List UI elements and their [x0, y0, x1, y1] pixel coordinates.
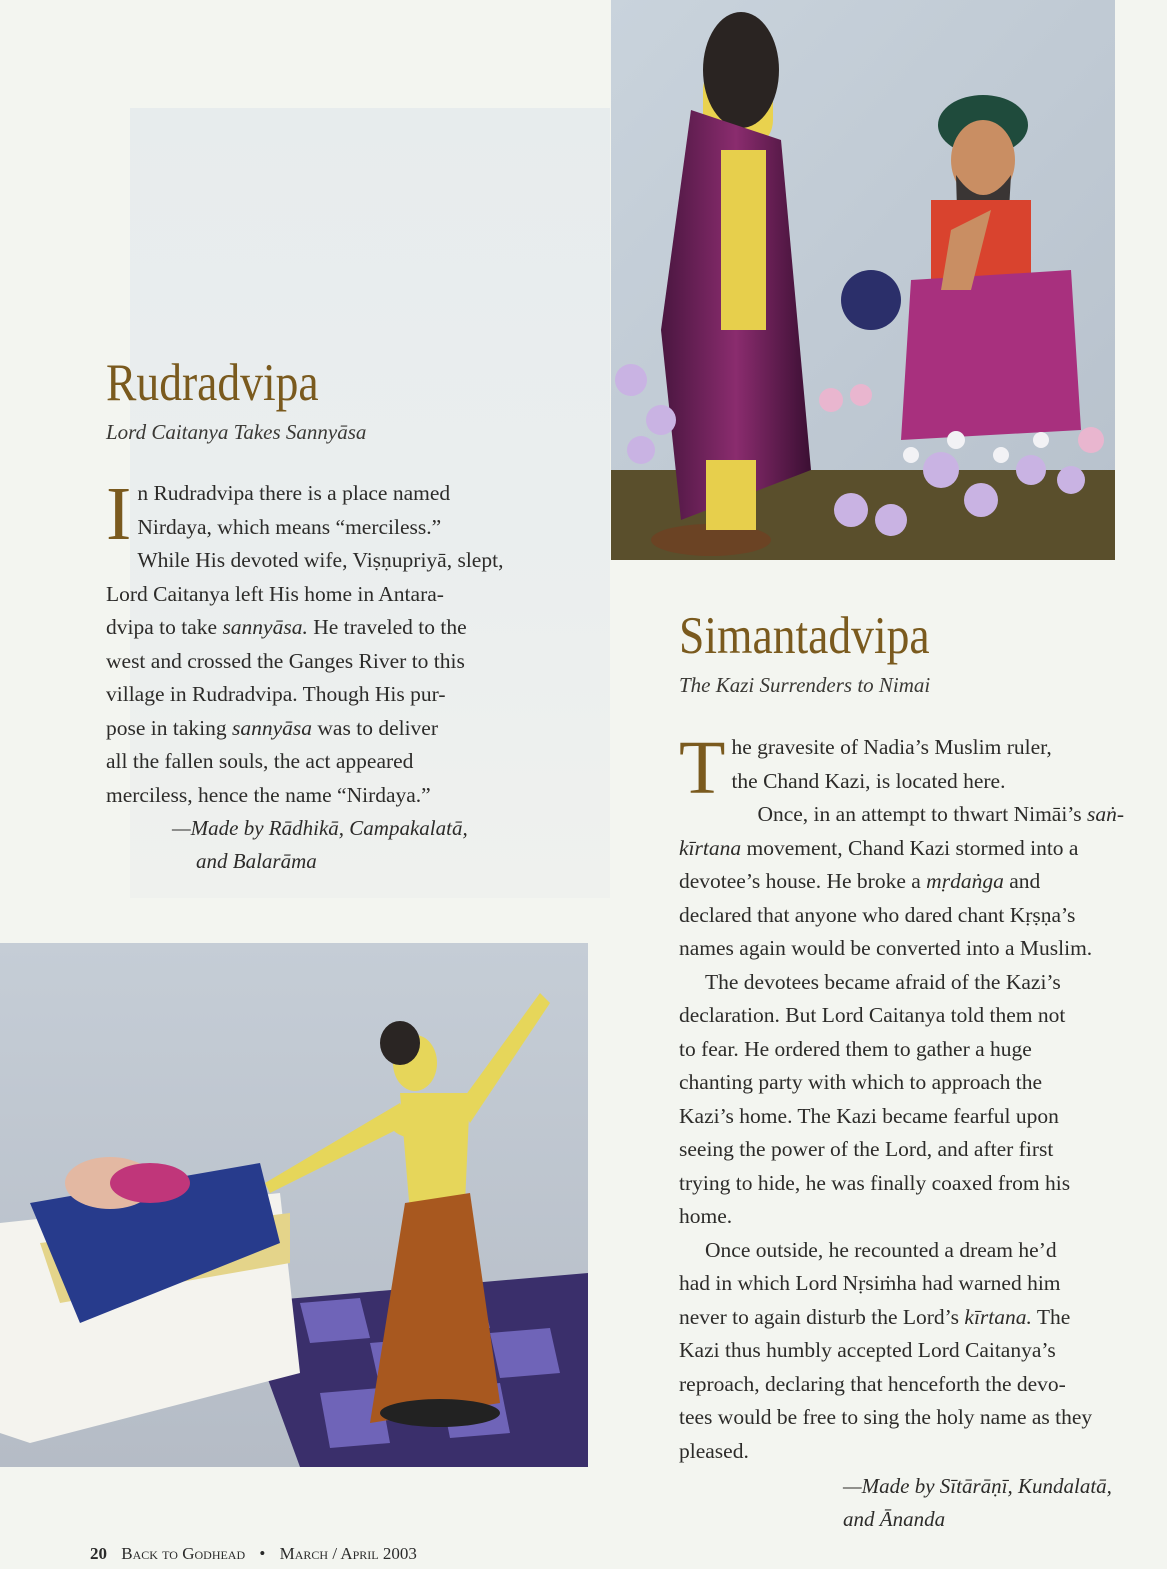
- text-line: movement, Chand Kazi stormed into a: [746, 835, 1079, 860]
- text-line: Once outside, he recounted a dream he’d: [705, 1237, 1057, 1262]
- credit-line: and Ānanda: [843, 1507, 946, 1531]
- term-italic: mṛdaṅga: [926, 869, 1004, 893]
- body-simantadvipa: [679, 726, 1159, 1468]
- photo-kazi-surrenders: [611, 0, 1115, 560]
- credit-simantadvipa: [843, 1470, 1112, 1536]
- text-line: declared that anyone who dared chant Kṛṣṇa’s: [679, 902, 1076, 927]
- term-italic: kīrtana: [679, 835, 742, 860]
- page-number: 20: [90, 1544, 107, 1563]
- term-italic: kīrtana.: [964, 1304, 1032, 1329]
- text-line: devotee’s house. He broke a: [679, 869, 921, 893]
- text-line: n Rudradvipa there is a place named: [137, 481, 451, 505]
- text-line: Nirdaya, which means “merciless.”: [137, 514, 442, 539]
- photo-caitanya-leaves-home: [0, 943, 588, 1467]
- dropcap-t: T: [679, 726, 726, 810]
- term-italic: sannyāsa.: [222, 615, 308, 639]
- text-line: The: [1036, 1304, 1071, 1329]
- text-line: had in which Lord Nṛsiṁha had warned him: [679, 1271, 1061, 1295]
- text-line: reproach, declaring that henceforth the devo-: [679, 1371, 1066, 1396]
- text-line: and: [1009, 869, 1041, 893]
- text-line: names again would be converted into a Muslim.: [679, 936, 1093, 960]
- credit-rudradvipa: [172, 812, 468, 878]
- term-italic: saṅ-: [1087, 802, 1125, 826]
- credit-line: —Made by Sītārāṇī, Kundalatā,: [843, 1474, 1112, 1498]
- text-segment: Once, in an attempt to thwart Nimāi’s: [757, 802, 1082, 826]
- text-line: While His devoted wife, Viṣṇupriyā, slept,: [137, 548, 504, 572]
- text-line: tees would be free to sing the holy name as they: [679, 1405, 1093, 1429]
- text-line: seeing the power of the Lord, and after first: [679, 1137, 1054, 1161]
- text-line: he gravesite of Nadia’s Muslim ruler,: [731, 735, 1052, 759]
- text-line: village in Rudradvipa. Though His pur-: [106, 682, 446, 706]
- text-line: all the fallen souls, the act appeared: [106, 749, 414, 773]
- text-line: never to again disturb the Lord’s: [679, 1304, 960, 1329]
- text-line: to fear. He ordered them to gather a huge: [679, 1036, 1032, 1061]
- text-line: was to deliver: [317, 715, 439, 740]
- text-line: pleased.: [679, 1438, 749, 1463]
- magazine-name: Back to Godhead: [121, 1544, 246, 1563]
- text-line: chanting party with which to approach the: [679, 1070, 1043, 1094]
- text-line: merciless, hence the name “Nirdaya.”: [106, 782, 431, 807]
- section-title-simantadvipa: Simantadvipa: [679, 607, 930, 665]
- credit-line: —Made by Rādhikā, Campakalatā,: [172, 816, 468, 840]
- credit-line: and Balarāma: [196, 849, 317, 873]
- text-line: west and crossed the Ganges River to this: [106, 648, 465, 673]
- issue-date: March / April 2003: [279, 1544, 417, 1563]
- text-line: [731, 798, 1124, 832]
- section-title-rudradvipa: Rudradvipa: [106, 354, 319, 412]
- page-footer: [90, 1544, 417, 1564]
- text-line: Kazi thus humbly accepted Lord Caitanya’s: [679, 1338, 1056, 1362]
- dropcap-i: I: [106, 472, 132, 556]
- text-line: trying to hide, he was finally coaxed from his: [679, 1170, 1071, 1195]
- text-line: Lord Caitanya left His home in Antara-: [106, 581, 444, 606]
- text-line: pose in taking: [106, 715, 227, 740]
- text-line: the Chand Kazi, is located here.: [731, 768, 1006, 793]
- text-line: He traveled to the: [313, 615, 467, 639]
- text-line: Kazi’s home. The Kazi became fearful upon: [679, 1103, 1059, 1128]
- section-subtitle-simantadvipa: The Kazi Surrenders to Nimai: [679, 673, 931, 697]
- section-subtitle-rudradvipa: Lord Caitanya Takes Sannyāsa: [106, 420, 367, 444]
- text-line: dvipa to take: [106, 615, 218, 639]
- text-line: declaration. But Lord Caitanya told them not: [679, 1003, 1066, 1027]
- footer-separator: •: [259, 1544, 266, 1563]
- term-italic: sannyāsa: [232, 715, 313, 740]
- text-line: home.: [679, 1204, 733, 1228]
- body-rudradvipa: [106, 472, 536, 812]
- text-line: The devotees became afraid of the Kazi’s: [705, 969, 1061, 994]
